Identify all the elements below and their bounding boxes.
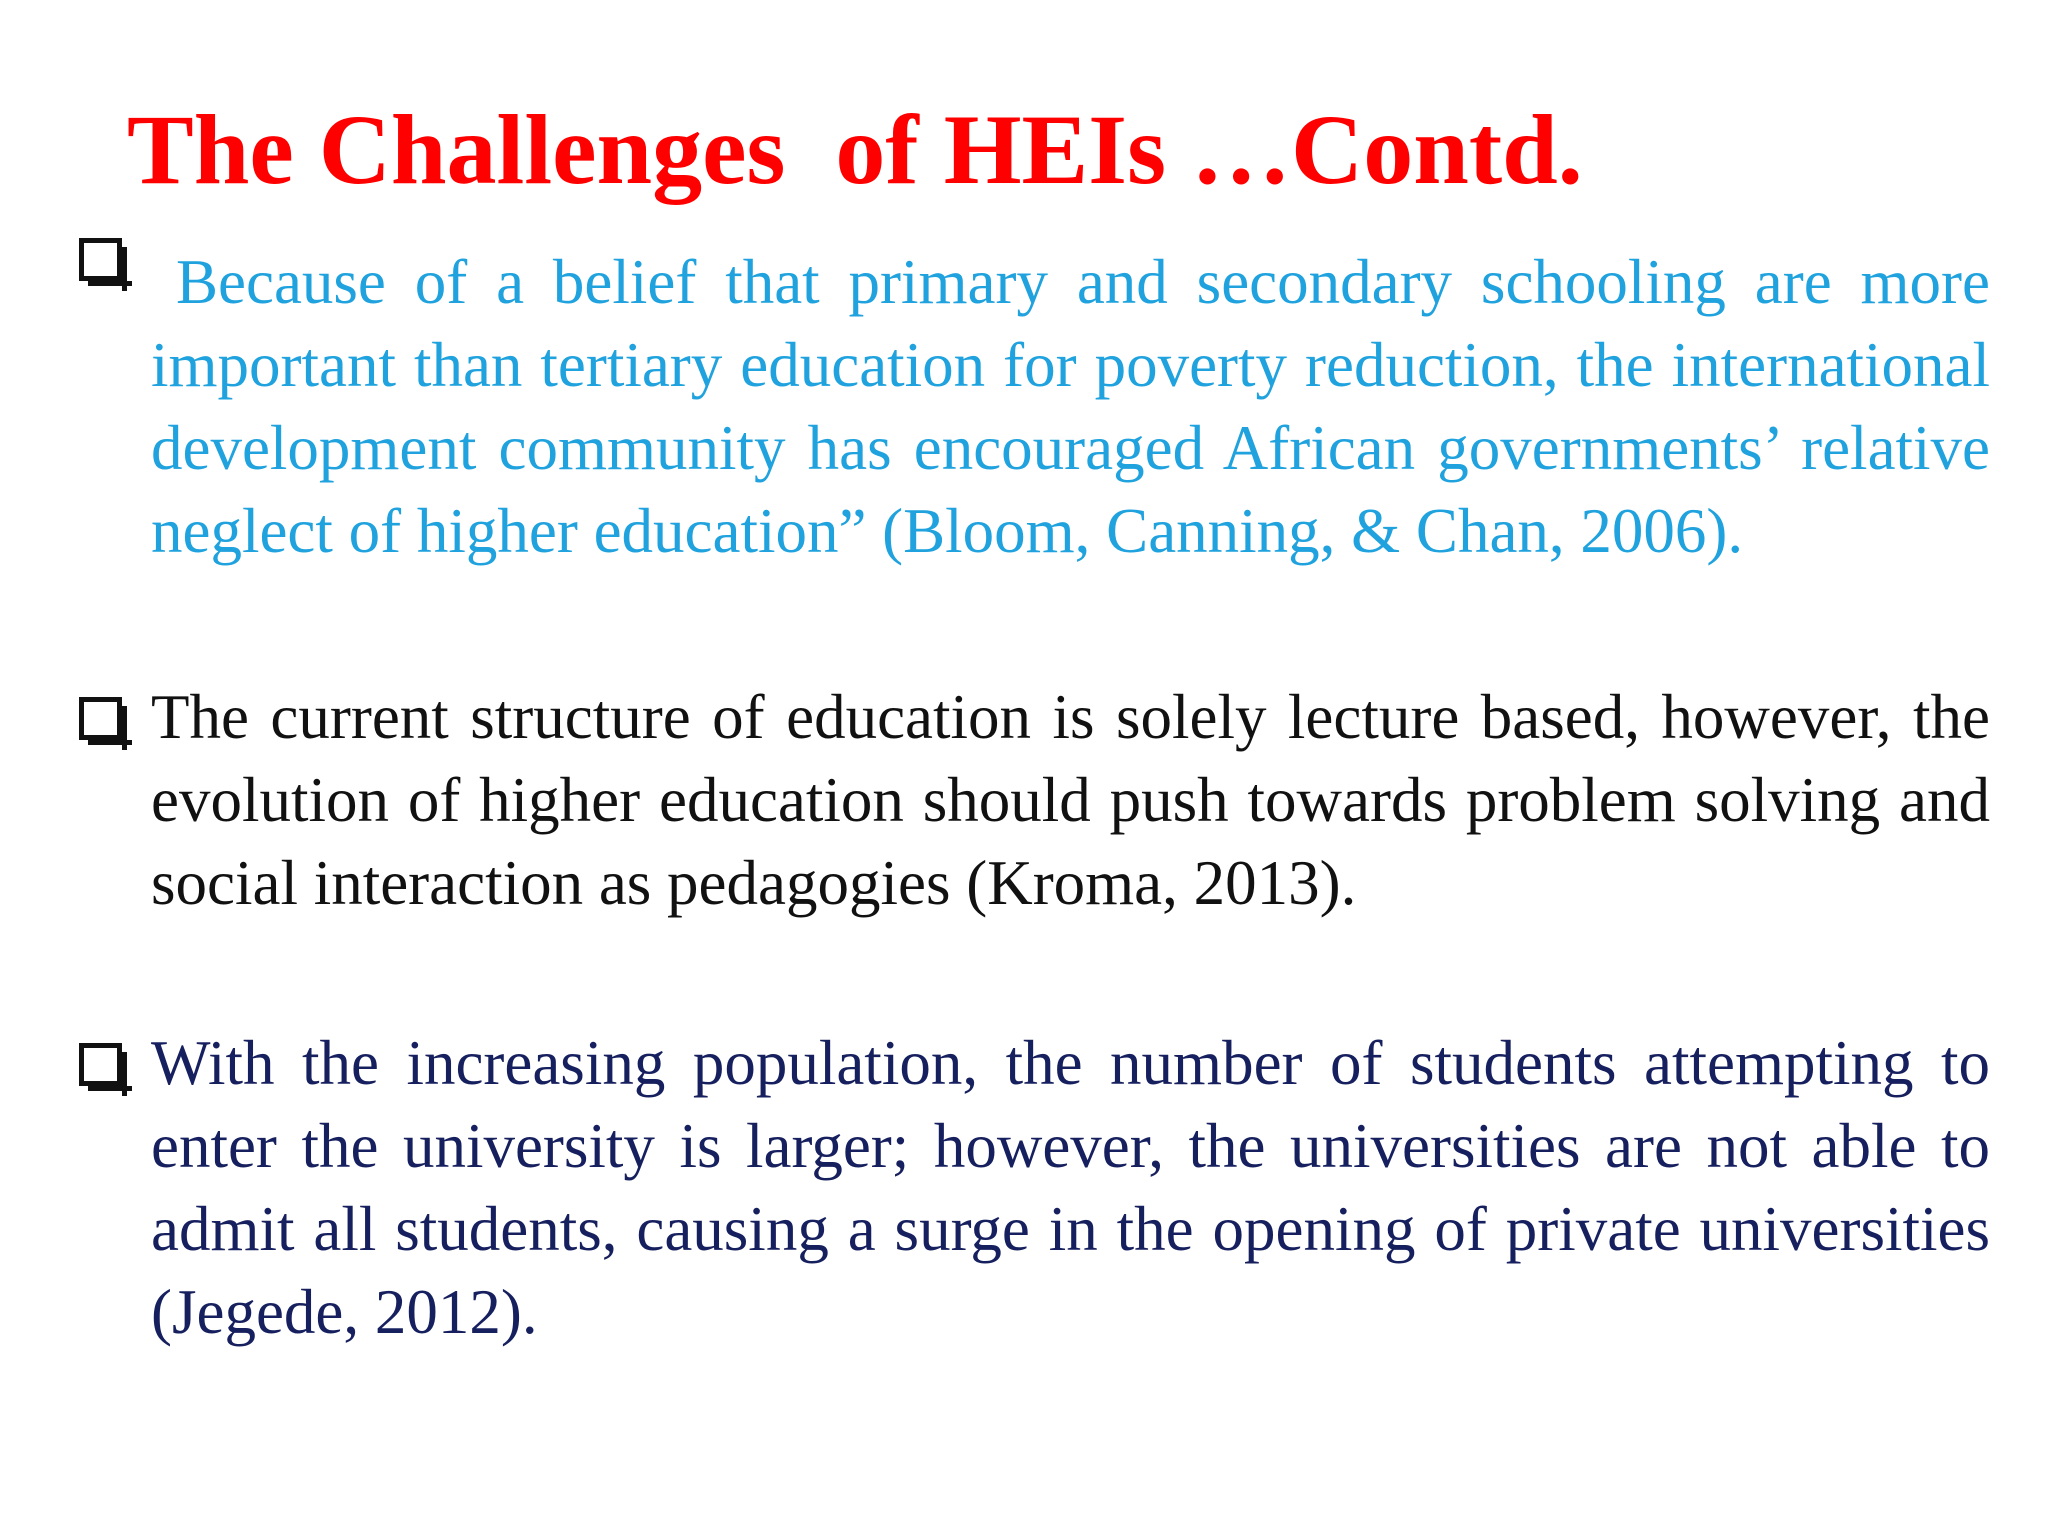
bullet-text: Because of a belief that primary and secondary schooling are more important than tertiary education for poverty reduction, the international development community has encouraged African governments’ relative neglect of higher education” (Bloom, Canning, & Chan, 2006). [151,247,1990,566]
bullet-item [151,241,1990,573]
checkbox-icon [79,1043,122,1086]
checkbox-icon [79,238,122,281]
checkbox-icon [79,697,122,740]
bullet-text: With the increasing population, the number of students attempting to enter the university is larger; however, the universities are not able to admit all students, causing a surge in the opening of private universities (Jegede, 2012). [151,1028,1990,1347]
bullet-item [151,676,1990,925]
slide-title: The Challenges of HEIs …Contd. [127,94,1583,205]
bullet-item [151,1022,1990,1354]
bullet-text: The current structure of education is solely lecture based, however, the evolution of higher education should push towards problem solving and social interaction as pedagogies (Kroma, 2013). [151,682,1990,918]
